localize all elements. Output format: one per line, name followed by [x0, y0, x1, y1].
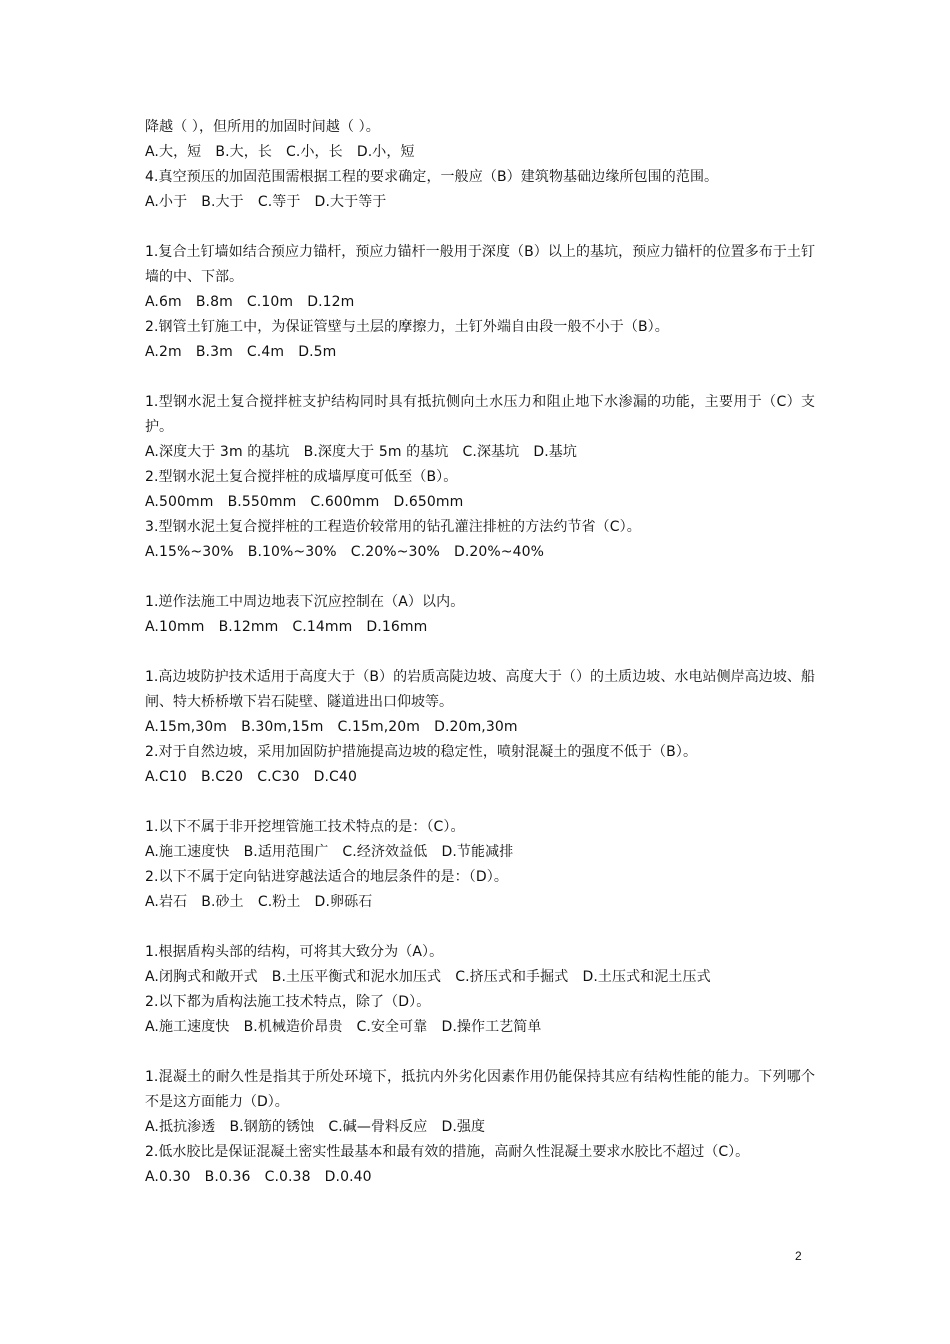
- document-body: [145, 115, 815, 1190]
- answer-options: A.2m B.3m C.4m D.5m: [145, 344, 337, 360]
- section-gap: [145, 1040, 815, 1065]
- answer-options: A.15m,30m B.30m,15m C.15m,20m D.20m,30m: [145, 719, 518, 735]
- question-text: 2.对于自然边坡，采用加固防护措施提高边坡的稳定性，喷射混凝土的强度不低于（B）。: [145, 744, 698, 760]
- question-text: 1.根据盾构头部的结构，可将其大致分为（A）。: [145, 944, 444, 960]
- answer-options: A.岩石 B.砂土 C.粉土 D.卵砾石: [145, 894, 373, 910]
- question-text: 1.复合土钉墙如结合预应力锚杆，预应力锚杆一般用于深度（B）以上的基坑，预应力锚杆的位置多布于土钉墙的中、下部。: [145, 244, 815, 285]
- text-line: 降越（ ），但所用的加固时间越（ ）。: [145, 119, 380, 135]
- section-gap: [145, 640, 815, 665]
- answer-options: A.15%~30% B.10%~30% C.20%~30% D.20%~40%: [145, 544, 545, 560]
- answer-options: A.10mm B.12mm C.14mm D.16mm: [145, 619, 428, 635]
- answer-options: A.抵抗渗透 B.钢筋的锈蚀 C.碱—骨料反应 D.强度: [145, 1119, 486, 1135]
- section-gap: [145, 365, 815, 390]
- question-text: 1.高边坡防护技术适用于高度大于（B）的岩质高陡边坡、高度大于（）的土质边坡、水电站侧岸高边坡、船闸、特大桥桥墩下岩石陡壁、隧道进出口仰坡等。: [145, 669, 815, 710]
- page-number: 2: [795, 1249, 802, 1263]
- question-text: 1.混凝土的耐久性是指其于所处环境下，抵抗内外劣化因素作用仍能保持其应有结构性能的能力。下列哪个不是这方面能力（D）。: [145, 1069, 815, 1110]
- section-gap: [145, 915, 815, 940]
- section-gap: [145, 565, 815, 590]
- question-text: 4.真空预压的加固范围需根据工程的要求确定，一般应（B）建筑物基础边缘所包围的范围。: [145, 169, 719, 185]
- question-text: 2.型钢水泥土复合搅拌桩的成墙厚度可低至（B）。: [145, 469, 458, 485]
- question-text: 3.型钢水泥土复合搅拌桩的工程造价较常用的钻孔灌注排桩的方法约节省（C）。: [145, 519, 641, 535]
- question-text: 1.以下不属于非开挖埋管施工技术特点的是：（C）。: [145, 819, 465, 835]
- answer-options: A.深度大于 3m 的基坑 B.深度大于 5m 的基坑 C.深基坑 D.基坑: [145, 444, 577, 460]
- answer-options: A.闭胸式和敞开式 B.土压平衡式和泥水加压式 C.挤压式和手掘式 D.土压式和泥土压式: [145, 969, 711, 985]
- question-text: 2.钢管土钉施工中，为保证管壁与土层的摩擦力，土钉外端自由段一般不小于（B）。: [145, 319, 669, 335]
- answer-options: A.6m B.8m C.10m D.12m: [145, 294, 355, 310]
- question-text: 2.低水胶比是保证混凝土密实性最基本和最有效的措施，高耐久性混凝土要求水胶比不超过（C）。: [145, 1144, 750, 1160]
- answer-options: A.C10 B.C20 C.C30 D.C40: [145, 769, 357, 785]
- question-text: 2.以下不属于定向钻进穿越法适合的地层条件的是：（D）。: [145, 869, 508, 885]
- answer-options: A.小于 B.大于 C.等于 D.大于等于: [145, 194, 387, 210]
- answer-options: A.500mm B.550mm C.600mm D.650mm: [145, 494, 464, 510]
- answer-options: A.施工速度快 B.适用范围广 C.经济效益低 D.节能减排: [145, 844, 514, 860]
- question-text: 1.逆作法施工中周边地表下沉应控制在（A）以内。: [145, 594, 465, 610]
- question-text: 1.型钢水泥土复合搅拌桩支护结构同时具有抵抗侧向土水压力和阻止地下水渗漏的功能，主要用于（C）支护。: [145, 394, 815, 435]
- section-gap: [145, 790, 815, 815]
- section-gap: [145, 215, 815, 240]
- answer-options: A.0.30 B.0.36 C.0.38 D.0.40: [145, 1169, 372, 1185]
- answer-options: A.大，短 B.大，长 C.小，长 D.小，短: [145, 144, 415, 160]
- answer-options: A.施工速度快 B.机械造价昂贵 C.安全可靠 D.操作工艺简单: [145, 1019, 542, 1035]
- question-text: 2.以下都为盾构法施工技术特点，除了（D）。: [145, 994, 431, 1010]
